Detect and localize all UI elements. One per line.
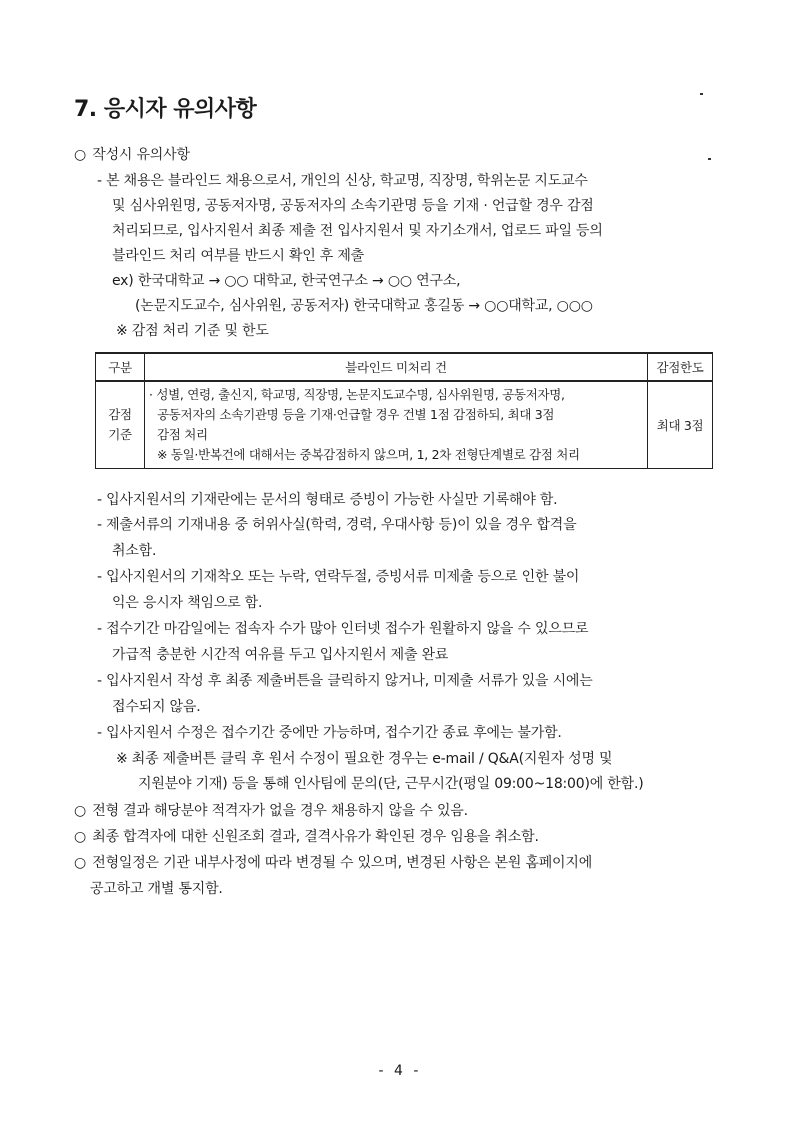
table-cell-content: · 성별, 연령, 출신지, 학교명, 직장명, 논문지도교수명, 심사위원명, 공동저자명, 공동저자의 소속기관명 등을 기재·언급할 경우 건별 1점 감점하되, 최대 3점 감점 처리 ※ 동일·반복건에 대해서는 중복감점하지 않으며, 1, 2차 전형단계별로 감점 처리	[145, 381, 648, 469]
blind-notice-line: - 본 채용은 블라인드 채용으로서, 개인의 신상, 학교명, 직장명, 학위논문 지도교수	[97, 173, 588, 189]
scan-speck	[700, 93, 703, 95]
notice-item: - 입사지원서의 기재착오 또는 누락, 연락두절, 증빙서류 미제출 등으로 인한 불이	[97, 569, 580, 585]
notice-item-continued: 접수되지 않음.	[112, 699, 201, 715]
notice-item: - 입사지원서의 기재란에는 문서의 형태로 증빙이 가능한 사실만 기록해야 함.	[97, 492, 558, 508]
final-note-line: ※ 최종 제출버튼 클릭 후 원서 수정이 필요한 경우는 e-mail / Q&A(지원자 성명 및	[116, 751, 613, 767]
notice-item-continued: 취소함.	[112, 543, 157, 559]
table-header-row	[96, 353, 713, 381]
table-header-content: 블라인드 미처리 건	[145, 353, 648, 381]
scan-speck	[708, 158, 711, 160]
section-title: 7. 응시자 유의사항	[74, 97, 257, 122]
deduction-note: ※ 감점 처리 기준 및 한도	[116, 323, 269, 339]
blind-notice-line: 블라인드 처리 여부를 반드시 확인 후 제출	[112, 248, 365, 264]
bullet-circle: ○	[74, 855, 87, 871]
other-notice: ○ 최종 합격자에 대한 신원조회 결과, 결격사유가 확인된 경우 임용을 취소함.	[74, 829, 539, 845]
notice-item: - 제출서류의 기재내용 중 허위사실(학력, 경력, 우대사항 등)이 있을 경우 합격을	[97, 517, 577, 533]
notice-item-continued: 익은 응시자 책임으로 함.	[112, 595, 263, 611]
other-notice-continued: 공고하고 개별 통지함.	[90, 881, 223, 897]
bullet-circle: ○	[74, 803, 87, 819]
notice-item: - 입사지원서 수정은 접수기간 중에만 가능하며, 접수기간 종료 후에는 불가함.	[97, 725, 562, 741]
blind-notice-line: 처리되므로, 입사지원서 최종 제출 전 입사지원서 및 자기소개서, 업로드 파일 등의	[112, 223, 603, 239]
example-line: ex) 한국대학교 → ○○ 대학교, 한국연구소 → ○○ 연구소,	[112, 273, 461, 289]
bullet-circle: ○	[74, 147, 87, 163]
bullet-circle: ○	[74, 829, 87, 845]
notice-item-continued: 가급적 충분한 시간적 여유를 두고 입사지원서 제출 완료	[112, 647, 449, 663]
writing-heading-line	[74, 146, 190, 164]
deduction-table	[95, 352, 713, 469]
final-note-line: 지원분야 기재) 등을 통해 인사팀에 문의(단, 근무시간(평일 09:00~18:00)에 한함.)	[138, 776, 644, 792]
table-header-limit: 감점한도	[648, 353, 713, 381]
table-row	[96, 381, 713, 469]
table-cell-limit: 최대 3점	[648, 381, 713, 469]
other-notice: ○ 전형 결과 해당분야 적격자가 없을 경우 채용하지 않을 수 있음.	[74, 803, 468, 819]
writing-heading: 작성시 유의사항	[92, 147, 190, 163]
blind-notice-line: 및 심사위원명, 공동저자명, 공동저자의 소속기관명 등을 기재 · 언급할 경우 감점	[112, 198, 594, 214]
table-cell-category: 감점 기준	[96, 381, 145, 469]
page-number: - 4 -	[378, 1063, 422, 1079]
table-header-category: 구분	[96, 353, 145, 381]
example-line: (논문지도교수, 심사위원, 공동저자) 한국대학교 홍길동 → ○○대학교, ○○○	[135, 298, 593, 314]
notice-item: - 접수기간 마감일에는 접속자 수가 많아 인터넷 접수가 원활하지 않을 수 있으므로	[97, 621, 589, 637]
other-notice: ○ 전형일정은 기관 내부사정에 따라 변경될 수 있으며, 변경된 사항은 본원 홈페이지에	[74, 855, 593, 871]
notice-item: - 입사지원서 작성 후 최종 제출버튼을 클릭하지 않거나, 미제출 서류가 있을 시에는	[97, 673, 593, 689]
